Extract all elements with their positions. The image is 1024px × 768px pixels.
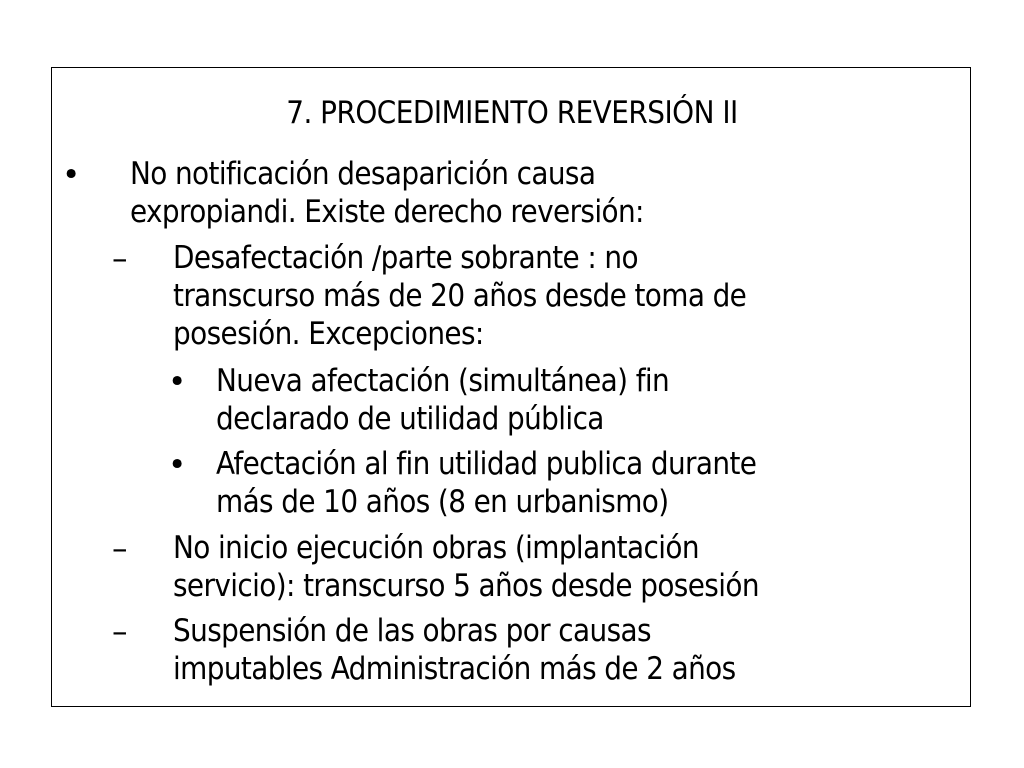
sub-bullet-a-line1: Nueva afectación (simultánea) fin [216, 363, 670, 399]
dash-b-line1: No inicio ejecución obras (implantación [173, 530, 699, 566]
slide-title: 7. PROCEDIMIENTO REVERSIÓN II [286, 95, 738, 131]
sub-bullet-marker: • [168, 364, 187, 400]
dash-marker: – [112, 614, 128, 650]
dash-c-line2: imputables Administración más de 2 años [173, 651, 736, 687]
sub-bullet-b-line2: más de 10 años (8 en urbanismo) [216, 484, 669, 520]
dash-a-line2: transcurso más de 20 años desde toma de [173, 278, 747, 314]
bullet-level1-line1: No notificación desaparición causa [130, 156, 596, 192]
sub-bullet-b-line1: Afectación al fin utilidad publica durante [216, 446, 757, 482]
dash-a-line1: Desafectación /parte sobrante : no [173, 240, 638, 276]
dash-b-line2: servicio): transcurso 5 años desde posesión [173, 568, 759, 604]
dash-marker: – [112, 531, 128, 567]
dash-c-line1: Suspensión de las obras por causas [173, 613, 651, 649]
dash-a-line3: posesión. Excepciones: [173, 316, 484, 352]
dash-marker: – [112, 241, 128, 277]
sub-bullet-marker: • [168, 447, 187, 483]
sub-bullet-a-line2: declarado de utilidad pública [216, 401, 604, 437]
bullet-marker: • [62, 157, 81, 193]
bullet-level1-line2: expropiandi. Existe derecho reversión: [130, 194, 644, 230]
